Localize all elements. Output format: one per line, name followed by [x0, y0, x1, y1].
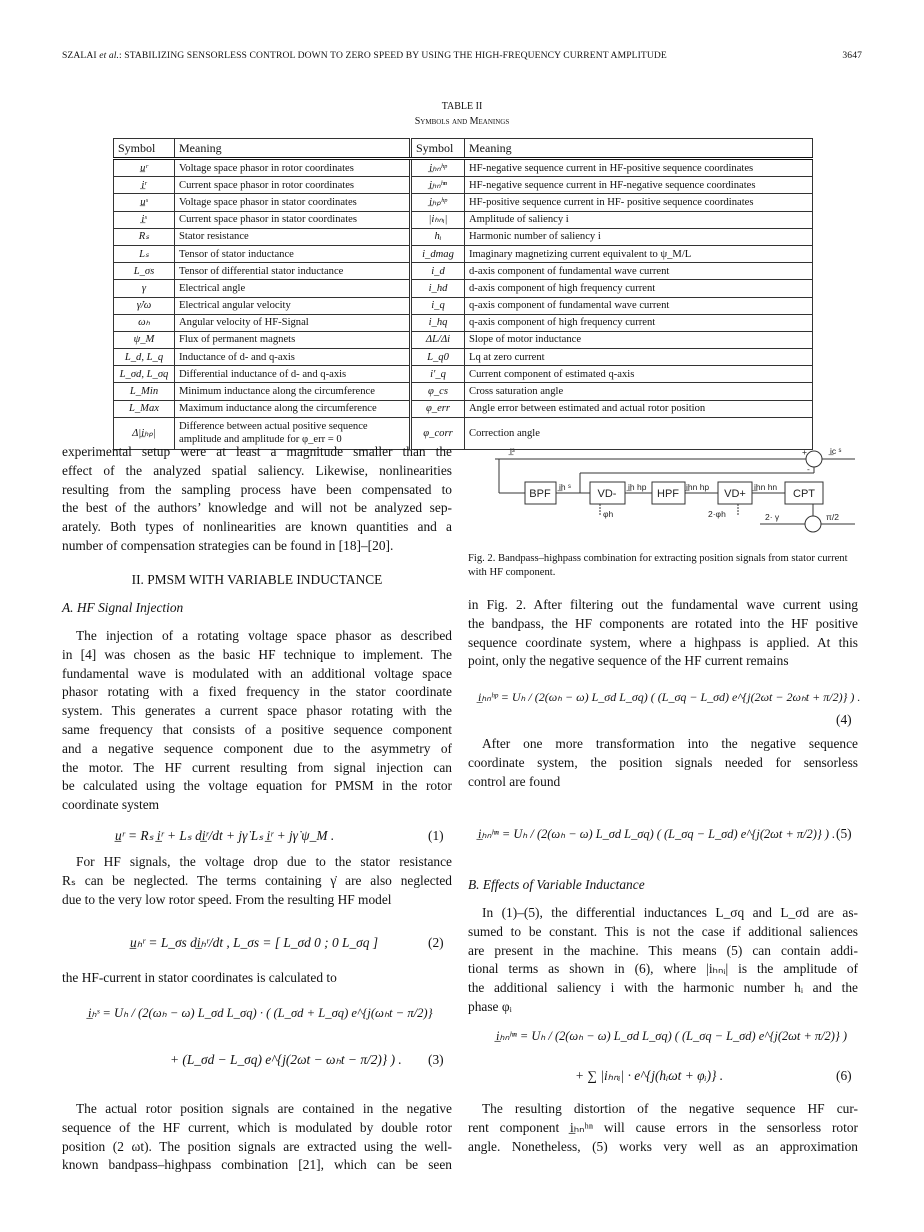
text-line: in [4] was chosen as the basic HF technique to implement. The — [62, 646, 452, 662]
table-label: TABLE II — [441, 101, 483, 112]
cell-symbol-2: φ_corr — [411, 417, 465, 449]
text-line: point, only the negative sequence of the HF current remains — [468, 653, 789, 669]
cell-symbol-2: φ_err — [411, 400, 465, 417]
subsection-heading: B. Effects of Variable Inductance — [468, 877, 645, 892]
text-line: system. This generates a current space phasor rotating with the — [62, 703, 452, 719]
equation-number: (3) — [428, 1052, 444, 1067]
text-line: control are found — [468, 773, 561, 789]
text-line: fundamental wave is modulated with an additional voltage space — [62, 665, 452, 681]
cell-symbol: ψ_M — [114, 331, 175, 348]
cell-meaning: Flux of permanent magnets — [175, 331, 411, 348]
text-line: the bandpass, the HF components are rotated into the HF positive — [468, 615, 858, 631]
col-header-meaning: Meaning — [175, 139, 411, 159]
cell-meaning-2: HF-negative sequence current in HF-positive sequence coordinates — [465, 159, 813, 177]
text-line: phase φᵢ — [468, 998, 512, 1014]
equation-number: (6) — [836, 1068, 852, 1083]
signal-label: i̲ˢ — [510, 446, 515, 456]
table-row — [114, 177, 813, 194]
text-line: known bandpass–highpass combination [21], which can be seen — [62, 1157, 452, 1173]
cell-meaning: Stator resistance — [175, 228, 411, 245]
signal-label: φh — [603, 509, 614, 519]
cell-symbol: L_σd, L_σq — [114, 366, 175, 383]
cell-symbol: Δ|i̲ₕₚ| — [114, 417, 175, 449]
table-row — [114, 331, 813, 348]
cell-meaning-2: Lq at zero current — [465, 349, 813, 366]
cell-symbol: Lₛ — [114, 245, 175, 262]
text-line: coordinate system, the position signals needed for sensorless — [468, 754, 858, 770]
cell-meaning: Current space phasor in stator coordinates — [175, 211, 411, 228]
signal-label: 2· γ — [765, 512, 780, 522]
cell-meaning-2: Correction angle — [465, 417, 813, 449]
block-label: VD- — [597, 488, 617, 500]
text-line: angle. Nonetheless, (5) works very well as an approximation — [468, 1138, 858, 1154]
page-number: 3647 — [842, 50, 862, 61]
cell-symbol: Rₛ — [114, 228, 175, 245]
table-row — [114, 194, 813, 211]
cell-meaning: Difference between actual positive sequence amplitude and amplitude for φ_err = 0 — [175, 417, 411, 449]
text-line: due to the very low rotor speed. From the resulting HF model — [62, 891, 392, 907]
cell-meaning: Electrical angular velocity — [175, 297, 411, 314]
signal-label: i̲c ˢ — [830, 446, 842, 456]
signal-label: i̲h ˢ — [559, 482, 571, 492]
paragraph — [62, 627, 452, 815]
block-label: HPF — [657, 488, 679, 500]
cell-symbol-2: φ_cs — [411, 383, 465, 400]
cell-symbol-2: i̲ₕₙʰᵖ — [411, 159, 465, 177]
col-header-meaning-2: Meaning — [465, 139, 813, 159]
equation-1: u̲ʳ = Rₛ i̲ʳ + Lₛ di̲ʳ/dt + jγ̇ Lₛ i̲ʳ + jγ̇ ψ_M . — [115, 828, 335, 843]
cell-symbol-2: i_dmag — [411, 245, 465, 262]
table-row — [114, 314, 813, 331]
text-line: in Fig. 2. After filtering out the fundamental wave current using — [468, 597, 858, 612]
block-diagram-figure — [480, 440, 860, 540]
cell-symbol-2: i̲ₕₚʰᵖ — [411, 194, 465, 211]
text-line: be calculated using the voltage equation for PMSM in the rotor — [62, 778, 452, 794]
equation-number: (1) — [428, 828, 444, 843]
cell-meaning-2: Angle error between estimated and actual rotor position — [465, 400, 813, 417]
text-line: sequence of the HF current, which is modulated by double rotor — [62, 1119, 452, 1135]
text-line: The resulting distortion of the negative sequence HF cur- — [482, 1101, 858, 1116]
equation-6-line-1: i̲ₕₙʰⁿ = Uₕ / (2(ωₕ − ω) L_σd L_σq) ( (L_σq − L_σd) e^{j(2ωt + π/2)} ) — [496, 1029, 848, 1043]
cell-meaning: Current space phasor in rotor coordinates — [175, 177, 411, 194]
text-line: Rₛ can be neglected. The terms containing γ̇ are also neglected — [62, 872, 452, 888]
signal-label: i̲hn hn — [754, 482, 778, 492]
cell-symbol-2: i_d — [411, 263, 465, 280]
paragraph — [62, 853, 452, 909]
equation-number: (4) — [836, 712, 852, 727]
text-line: the best of the authors’ knowledge and will not be analyzed sep- — [62, 500, 452, 516]
cell-meaning-2: Slope of motor inductance — [465, 331, 813, 348]
cell-symbol: ωₕ — [114, 314, 175, 331]
cell-meaning: Tensor of differential stator inductance — [175, 263, 411, 280]
block-label: BPF — [529, 488, 551, 500]
table-row — [114, 400, 813, 417]
equation-number: (5) — [836, 826, 852, 841]
paragraph — [62, 443, 452, 556]
cell-meaning-2: HF-positive sequence current in HF- positive sequence coordinates — [465, 194, 813, 211]
text-line: coordinate system — [62, 797, 160, 813]
paragraph — [468, 735, 858, 791]
signal-label: i̲h hp — [628, 482, 647, 492]
cell-symbol: u̲ˢ — [114, 194, 175, 211]
cell-symbol: γ — [114, 280, 175, 297]
cell-meaning-2: Amplitude of saliency i — [465, 211, 813, 228]
equation-4: i̲ₕₙʰᵖ = Uₕ / (2(ωₕ − ω) L_σd L_σq) ( (L_σq − L_σd) e^{j(2ωt − 2ωₕt + π/2)} ) . — [478, 690, 861, 704]
text-line: For HF signals, the voltage drop due to the stator resistance — [76, 854, 452, 869]
text-line: The injection of a rotating voltage space phasor as described — [76, 628, 452, 643]
cell-symbol-2: i_q — [411, 297, 465, 314]
text-line: are present in the machine. This means (5) can contain addi- — [468, 942, 858, 958]
text-line: experimental setup were at least a magnitude smaller than the — [62, 444, 452, 459]
running-title-etal: et al. — [96, 50, 119, 61]
text-line: The actual rotor position signals are contained in the negative — [76, 1101, 452, 1116]
cell-symbol: L_d, L_q — [114, 349, 175, 366]
text-line: phasor rotating with a fixed frequency in the stator coordinate — [62, 684, 452, 700]
text-line: the HF-current in stator coordinates is calculated to — [62, 970, 337, 985]
cell-symbol-2: i_hd — [411, 280, 465, 297]
paragraph — [468, 596, 858, 671]
cell-symbol-2: i̲ₕₙʰⁿ — [411, 177, 465, 194]
cell-meaning: Differential inductance of d- and q-axis — [175, 366, 411, 383]
cell-symbol-2: |iₕₙᵢ| — [411, 211, 465, 228]
text-line: effect of the analyzed spatial saliency. Likewise, nonlinearities — [62, 462, 452, 478]
text-line: tional terms as shown in (6), where |iₕₙᵢ| is the amplitude of — [468, 961, 858, 977]
paragraph — [62, 1100, 452, 1175]
block-label: CPT — [793, 488, 815, 500]
table-row — [114, 349, 813, 366]
text-line: arately. Both types of nonlinearities are known quantities and a — [62, 519, 452, 535]
cell-symbol-2: L_q0 — [411, 349, 465, 366]
equation-3-line-2: + (L_σd − L_σq) e^{j(2ωt − ωₕt − π/2)} ) . — [170, 1052, 402, 1067]
cell-meaning: Voltage space phasor in stator coordinates — [175, 194, 411, 211]
paragraph — [468, 904, 858, 1017]
signal-label: 2·φh — [708, 509, 726, 519]
cell-meaning: Angular velocity of HF-Signal — [175, 314, 411, 331]
cell-symbol: i̲ʳ — [114, 177, 175, 194]
cell-meaning: Tensor of stator inductance — [175, 245, 411, 262]
cell-symbol: L_Min — [114, 383, 175, 400]
cell-symbol: γ̇/ω — [114, 297, 175, 314]
running-title — [62, 50, 667, 61]
signal-label: i̲hn hp — [686, 482, 710, 492]
cell-meaning: Minimum inductance along the circumference — [175, 383, 411, 400]
signal-label: - — [807, 464, 810, 474]
table-title: Symbols and Meanings — [414, 116, 510, 127]
cell-meaning-2: q-axis component of high frequency current — [465, 314, 813, 331]
cell-meaning-2: Current component of estimated q-axis — [465, 366, 813, 383]
text-line: After one more transformation into the negative sequence — [482, 736, 858, 751]
subsection-heading: A. HF Signal Injection — [62, 600, 184, 615]
paragraph — [62, 969, 452, 988]
equation-5: i̲ₕₙʰⁿ = Uₕ / (2(ωₕ − ω) L_σd L_σq) ( (L_σq − L_σd) e^{j(2ωt + π/2)} ) . — [478, 827, 836, 841]
table-row — [114, 159, 813, 177]
cell-symbol: i̲ˢ — [114, 211, 175, 228]
text-line: sequence coordinate system, where a highpass is applied. At this — [468, 634, 858, 650]
equation-number: (2) — [428, 935, 444, 950]
text-line: number of compensation strategies can be found in [18]–[20]. — [62, 537, 394, 553]
table-row — [114, 228, 813, 245]
equation-3-line-1: i̲ₕˢ = Uₕ / (2(ωₕ − ω) L_σd L_σq) · ( (L_σd + L_σq) e^{j(ωₕt − π/2)} — [88, 1006, 433, 1020]
text-line: the additional saliency i with the harmonic number hᵢ and the — [468, 980, 858, 996]
col-header-symbol: Symbol — [114, 139, 175, 159]
block-label: VD+ — [724, 488, 746, 500]
cell-meaning-2: HF-negative sequence current in HF-negative sequence coordinates — [465, 177, 813, 194]
table-row — [114, 263, 813, 280]
cell-symbol: u̲ʳ — [114, 159, 175, 177]
table-row — [114, 383, 813, 400]
figure-caption: Fig. 2. Bandpass–highpass combination for extracting position signals from stator current with HF component. — [468, 553, 848, 578]
running-title-author: SZALAI — [62, 50, 97, 61]
cell-meaning-2: Harmonic number of saliency i — [465, 228, 813, 245]
cell-meaning-2: d-axis component of high frequency current — [465, 280, 813, 297]
cell-symbol-2: i′_q — [411, 366, 465, 383]
table-row — [114, 245, 813, 262]
table-row — [114, 280, 813, 297]
text-line: resulting from the sampling process have been compensated to — [62, 481, 452, 497]
section-heading: II. PMSM WITH VARIABLE INDUCTANCE — [131, 572, 383, 587]
cell-symbol-2: ΔL/Δi — [411, 331, 465, 348]
text-line: In (1)–(5), the differential inductances L_σq and L_σd are as- — [482, 905, 858, 920]
cell-meaning-2: d-axis component of fundamental wave current — [465, 263, 813, 280]
cell-symbol-2: i_hq — [411, 314, 465, 331]
text-line: the motor. The HF current resulting from signal injection can — [62, 759, 452, 775]
signal-label: π/2 — [826, 512, 839, 522]
equation-2: u̲ₕʳ = L_σs di̲ₕʳ/dt , L_σs = [ L_σd 0 ; 0 L_σq ] — [130, 935, 379, 950]
cell-meaning-2: q-axis component of fundamental wave current — [465, 297, 813, 314]
cell-meaning: Voltage space phasor in rotor coordinates — [175, 159, 411, 177]
text-line: same frequency that consists of a positive sequence component — [62, 721, 452, 737]
signal-label: + — [802, 447, 807, 457]
table-header-row — [114, 139, 813, 159]
symbols-table — [113, 138, 813, 450]
text-line: sumed to be constant. This is not the case if additional saliences — [468, 923, 858, 939]
cell-meaning-2: Cross saturation angle — [465, 383, 813, 400]
table-row — [114, 211, 813, 228]
paragraph — [468, 1100, 858, 1156]
cell-symbol: L_σs — [114, 263, 175, 280]
col-header-symbol-2: Symbol — [411, 139, 465, 159]
cell-meaning: Maximum inductance along the circumference — [175, 400, 411, 417]
cell-meaning: Electrical angle — [175, 280, 411, 297]
cell-symbol: L_Max — [114, 400, 175, 417]
cell-meaning: Inductance of d- and q-axis — [175, 349, 411, 366]
text-line: and a negative sequence component due to the asymmetry of — [62, 740, 452, 756]
text-line: rent component i̲ₕₙʰⁿ will cause errors in the sensorless rotor — [468, 1119, 858, 1135]
running-title-text: : STABILIZING SENSORLESS CONTROL DOWN TO ZERO SPEED BY USING THE HIGH-FREQUENCY CURRENT AMPLITUDE — [119, 50, 667, 61]
text-line: position (2 ωt). The position signals are extracted using the well- — [62, 1138, 452, 1154]
table-row — [114, 297, 813, 314]
table-row — [114, 366, 813, 383]
cell-symbol-2: hᵢ — [411, 228, 465, 245]
equation-6-line-2: + ∑ |iₕₙᵢ| · e^{j(hᵢωt + φᵢ)} . — [575, 1068, 724, 1083]
cell-meaning-2: Imaginary magnetizing current equivalent to ψ_M/L — [465, 245, 813, 262]
